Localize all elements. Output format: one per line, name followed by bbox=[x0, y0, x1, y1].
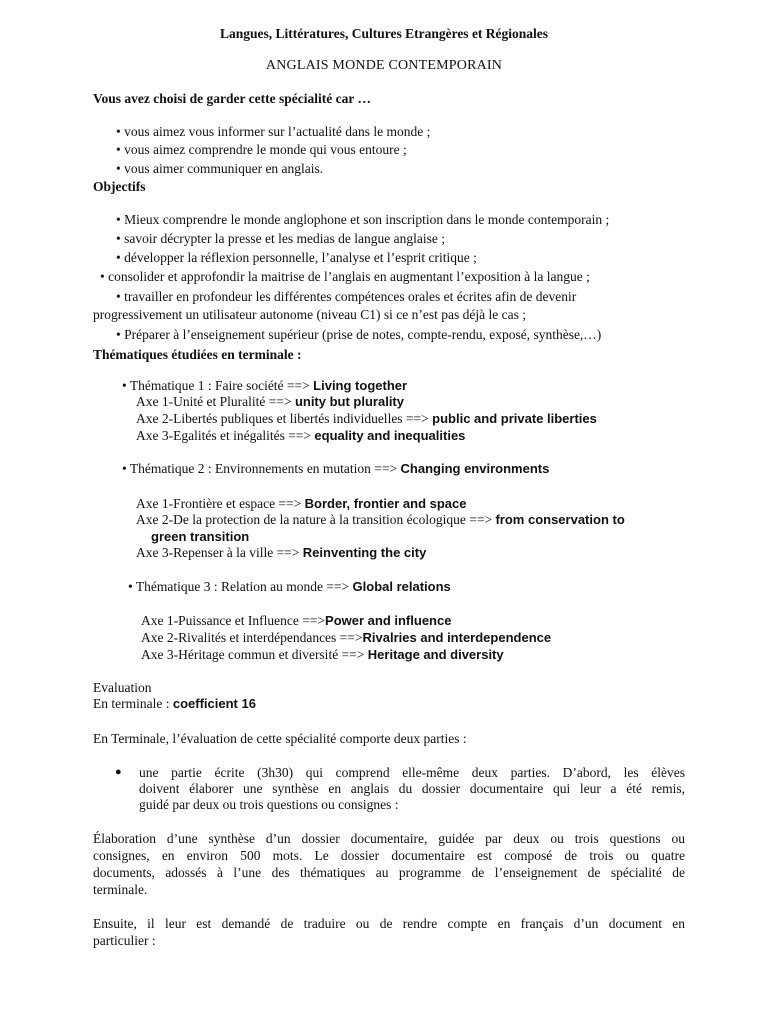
objectif-bullet: • travailler en profondeur les différentes compétences orales et écrites afin de devenir bbox=[116, 289, 577, 304]
paragraph-line: particulier : bbox=[93, 933, 156, 948]
axe-french: Axe 2-Rivalités et interdépendances ==> bbox=[141, 630, 363, 645]
axe-french: Axe 3-Repenser à la ville ==> bbox=[136, 545, 303, 560]
axe-english: from conservation to bbox=[495, 512, 625, 527]
evaluation-intro: En Terminale, l’évaluation de cette spécialité comporte deux parties : bbox=[93, 731, 467, 746]
objectif-bullet: • Mieux comprendre le monde anglophone et son inscription dans le monde contemporain ; bbox=[116, 212, 610, 227]
paragraph-line: Élaboration d’une synthèse d’un dossier documentaire, guidée par deux ou trois questions ou bbox=[93, 831, 685, 846]
thematique-label: • Thématique 2 : Environnements en mutation ==> bbox=[122, 461, 401, 476]
axe-french: Axe 3-Egalités et inégalités ==> bbox=[136, 428, 315, 443]
axe-line-continued bbox=[151, 528, 249, 545]
evaluation-bullet-line: une partie écrite (3h30) qui comprend elle-même deux parties. D’abord, les élèves bbox=[139, 765, 685, 780]
document-title: ANGLAIS MONDE CONTEMPORAIN bbox=[265, 58, 503, 73]
thematique-english: Living together bbox=[313, 378, 408, 393]
axe-french: Axe 2-De la protection de la nature à la transition écologique ==> bbox=[136, 512, 496, 527]
paragraph-line: terminale. bbox=[93, 882, 148, 897]
bullet-dot: ● bbox=[115, 766, 122, 778]
axe-line bbox=[136, 544, 426, 561]
axe-english: equality and inequalities bbox=[314, 428, 466, 443]
paragraph-line: consignes, en environ 500 mots. Le dossier documentaire est composé de trois ou quatre bbox=[93, 848, 685, 863]
axe-line bbox=[136, 511, 625, 528]
axe-line bbox=[136, 427, 465, 444]
evaluation-heading: Evaluation bbox=[93, 680, 152, 695]
paragraph-line: Ensuite, il leur est demandé de traduire ou de rendre compte en français d’un document en bbox=[93, 916, 685, 931]
thematique-label: • Thématique 3 : Relation au monde ==> bbox=[128, 579, 353, 594]
document-header: Langues, Littératures, Cultures Etrangères et Régionales bbox=[219, 26, 549, 41]
axe-english: Heritage and diversity bbox=[367, 647, 504, 662]
intro-heading: Vous avez choisi de garder cette spécialité car … bbox=[93, 91, 371, 106]
axe-line bbox=[141, 612, 451, 629]
axe-line bbox=[136, 393, 404, 410]
coefficient-label: En terminale : bbox=[93, 696, 173, 711]
objectif-bullet: • développer la réflexion personnelle, l’analyse et l’esprit critique ; bbox=[116, 250, 477, 265]
axe-english: Reinventing the city bbox=[302, 545, 427, 560]
axe-english: unity but plurality bbox=[294, 394, 404, 409]
axe-english: public and private liberties bbox=[432, 411, 597, 426]
coefficient-value: coefficient 16 bbox=[172, 696, 256, 711]
axe-french: Axe 1-Unité et Pluralité ==> bbox=[136, 394, 295, 409]
thematique-english: Changing environments bbox=[400, 461, 550, 476]
thematique-label: • Thématique 1 : Faire société ==> bbox=[122, 378, 314, 393]
objectif-bullet-continued: progressivement un utilisateur autonome (niveau C1) si ce n’est pas déjà le cas ; bbox=[93, 307, 526, 322]
axe-line bbox=[136, 410, 597, 427]
axe-french: Axe 2-Libertés publiques et libertés individuelles ==> bbox=[136, 411, 433, 426]
axe-line bbox=[141, 646, 504, 663]
axe-english: Rivalries and interdependence bbox=[362, 630, 552, 645]
paragraph-line: documents, adossés à l’une des thématiques au programme de l’enseignement de spécialité de bbox=[93, 865, 685, 880]
thematiques-heading: Thématiques étudiées en terminale : bbox=[93, 347, 302, 362]
axe-french: Axe 1-Frontière et espace ==> bbox=[136, 496, 305, 511]
intro-bullet: • vous aimer communiquer en anglais. bbox=[116, 161, 324, 176]
intro-bullet: • vous aimez vous informer sur l’actualité dans le monde ; bbox=[116, 124, 431, 139]
objectifs-heading: Objectifs bbox=[93, 179, 146, 194]
axe-line bbox=[141, 629, 551, 646]
thematique-english: Global relations bbox=[352, 579, 451, 594]
objectif-bullet: • Préparer à l’enseignement supérieur (prise de notes, compte-rendu, exposé, synthèse,…) bbox=[116, 327, 602, 342]
axe-french: Axe 1-Puissance et Influence ==> bbox=[141, 613, 326, 628]
axe-english: green transition bbox=[151, 529, 250, 544]
axe-line bbox=[136, 495, 466, 512]
axe-english: Power and influence bbox=[325, 613, 452, 628]
axe-french: Axe 3-Héritage commun et diversité ==> bbox=[141, 647, 368, 662]
objectif-bullet: • consolider et approfondir la maitrise de l’anglais en augmentant l’exposition à la langue ; bbox=[100, 269, 590, 284]
thematique-2 bbox=[122, 460, 549, 477]
thematique-1 bbox=[122, 377, 407, 394]
evaluation-bullet-line: guidé par deux ou trois questions ou consignes : bbox=[139, 797, 399, 812]
evaluation-coefficient bbox=[93, 695, 256, 712]
intro-bullet: • vous aimez comprendre le monde qui vous entoure ; bbox=[116, 142, 407, 157]
evaluation-bullet-line: doivent élaborer une synthèse en anglais du dossier documentaire qui leur a été remis, bbox=[139, 781, 685, 796]
objectif-bullet: • savoir décrypter la presse et les medias de langue anglaise ; bbox=[116, 231, 445, 246]
axe-english: Border, frontier and space bbox=[304, 496, 467, 511]
thematique-3 bbox=[128, 578, 451, 595]
